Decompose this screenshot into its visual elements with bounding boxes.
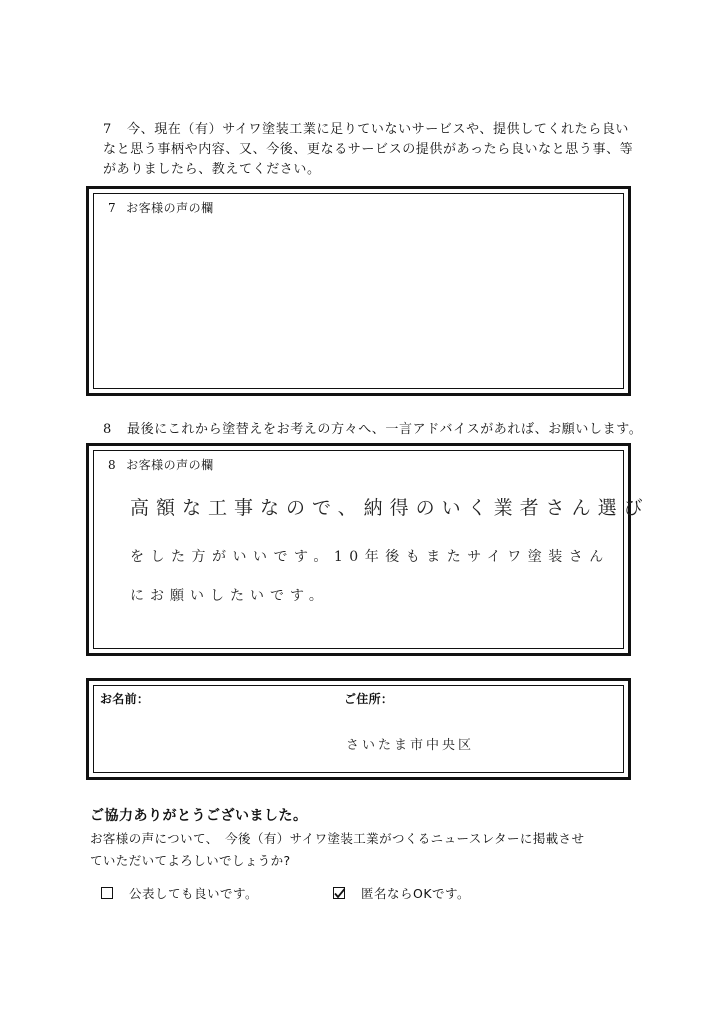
- option-anonymous-label: 匿名ならOKです。: [361, 886, 471, 901]
- anonymous-checkbox[interactable]: [333, 887, 345, 899]
- customer-voice-box-7: [86, 186, 631, 396]
- consent-line-2: ていただいてよろしいでしょうか?: [90, 853, 291, 868]
- customer-voice-box-8: [86, 443, 650, 656]
- name-label: お名前：: [100, 692, 150, 706]
- consent-line-1: お客様の声について、 今後（有）サイワ塗装工業がつくるニュースレターに掲載させ: [90, 831, 585, 846]
- customer-voice-box-7-inner[interactable]: [93, 193, 624, 389]
- public-checkbox[interactable]: [101, 887, 113, 899]
- question-7-line-3: がありましたら、教えてください。: [103, 162, 321, 177]
- question-7-number: 7: [103, 122, 112, 137]
- handwritten-answer-line-2: をした方がいいです。10年後もまたサイワ塗装さん: [130, 549, 610, 565]
- question-8-number: 8: [103, 422, 112, 437]
- box-8-title: お客様の声の欄: [126, 458, 214, 472]
- question-8-text: 最後にこれから塗替えをお考えの方々へ、一言アドバイスがあれば、お願いします。: [127, 422, 643, 437]
- question-7-line-2: なと思う事柄や内容、又、今後、更なるサービスの提供があったら良いなと思う事、等: [103, 142, 634, 157]
- option-anonymous[interactable]: [333, 884, 470, 902]
- box-7-title: お客様の声の欄: [126, 201, 214, 215]
- consent-question: [90, 828, 584, 872]
- box-7-label: [108, 199, 214, 216]
- question-8-line: [103, 420, 642, 440]
- thanks-heading: ご協力ありがとうございました。: [90, 808, 308, 824]
- customer-info-box-inner: [93, 685, 624, 773]
- question-7: [103, 120, 633, 180]
- question-7-text-1: 今、現在（有）サイワ塗装工業に足りていないサービスや、提供してくれたら良い: [127, 122, 630, 137]
- box-8-number: 8: [108, 458, 117, 472]
- question-8: [103, 420, 642, 440]
- checkmark-icon: [333, 887, 346, 900]
- handwritten-answer-line-3: にお願いしたいです。: [130, 588, 329, 604]
- customer-voice-box-8-inner[interactable]: [93, 450, 650, 649]
- box-7-number: 7: [108, 201, 117, 215]
- option-public-label: 公表しても良いです。: [129, 886, 259, 901]
- handwritten-answer-line-1: 高額な工事なので、納得のいく業者さん選び: [130, 497, 650, 519]
- customer-info-box: [86, 678, 631, 780]
- option-public[interactable]: [101, 884, 258, 902]
- address-label: ご住所：: [344, 692, 394, 706]
- question-7-line-1: [103, 120, 633, 140]
- box-8-label: [108, 456, 214, 473]
- address-value[interactable]: さいたま市中央区: [346, 738, 475, 753]
